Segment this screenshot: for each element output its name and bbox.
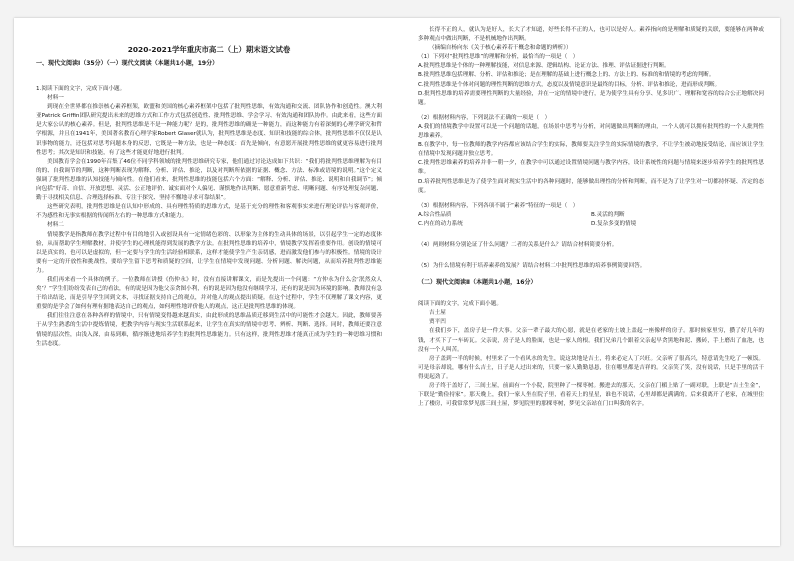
material2-paragraph: 我们再来看一个具体的例子。一位教师在讲授《伤仲永》时，没有直接讲解课文，而是先提出一个问题：“方仲永为什么会‘泯然众人矣’？”学生们纷纷发表自己的看法，有的说是因为他父亲贪图小利，有的说是因为他没有继续学习，还有的说是因为环境的影响。教师没有急于给出结论，而是引导学生回到文本，寻找证据支持自己的观点，并对他人的观点提出质疑。在这个过程中，学生不仅理解了课文内容，更重要的是学会了如何有理有据地表达自己的观点，如何理性地评价他人的观点，这正是批判性思维的体现。: [36, 276, 382, 311]
material1-label: 材料一: [47, 95, 64, 102]
question-1-option: D.批判性思维的培养需要理性判断的大量经验，并在一定的情境中进行，是为使学生具有分享、见多识广、理解和宽容的综合公正地解决问题。: [418, 90, 764, 106]
story-author: 贾平凹: [429, 319, 446, 326]
material-source: （摘编自杨向东《关于核心素养若干概念和命题的辨析》）: [429, 45, 572, 52]
question-5: （5）为什么情境有利于培养素养的发展？请结合材料二中批判性思维的培养事例简要回答。: [418, 263, 646, 270]
question-3-option: D.复杂多变的情境: [591, 220, 637, 227]
story-paragraph: 在我们乡下，盖房子是一件大事。父亲一辈子最大的心愿，就是在老家的土坡上盖起一座像样的房子。那时候家里穷，攒了好几年的钱，才买下了一车砖瓦。父亲说，房子是人的脸面，也是一家人的根。我们兄弟几个跟着父亲起早贪黑地和泥、搬砖，手上磨出了血泡，也没有一个人叫苦。: [418, 328, 764, 353]
question-2-option: A.我们的情境教学中设置可以是一个问题的话题，在场景中思考与分析，对问题做出判断的理由，一个人就可以拥有批判性的一个人批判性思维素养。: [418, 123, 764, 140]
right-column: [418, 26, 764, 526]
material2-label: 材料二: [47, 222, 64, 229]
question-1-option: C.批判性思维是个体对问题的理性判断的思维方式，态度以及情境意识是最终的目标，分析、评估和推论，进而形成判断。: [418, 81, 721, 88]
left-column: [36, 34, 382, 534]
question-2-option: C.批判性思维素养的培养并非一朝一夕，在教学中可以通过设置情境问题与教学内容，设计系统性的问题与情境来逐步培养学生的批判性思维。: [418, 160, 764, 176]
material2-continuation: 长得不正的人，就认为是好人，长大了才知道，好些长得不正的人，也可以是好人。素养指向的是理解和质疑的关联，要能够在两种或多种观点中做出判断，不是机械地作出判断。: [418, 27, 764, 43]
question-2-option: D.培养批判性思维是为了使学生面对现实生活中的各种问题时，能够做出理性的分析和判断，而不是为了让学生对一切都持怀疑、否定的态度。: [418, 178, 764, 194]
question-3-option: C.内在的动力系统: [418, 220, 463, 227]
question-3-option: B.灵活的判断: [591, 211, 625, 218]
material1-paragraph: 美国教育学会在1990年召集了46位不同学科领域的批判性思维研究专家，他们通过讨论达成如下共识：“我们将批判性思维理解为有目的的、自我调节的判断，这种判断表现为解释、分析、评估、推论，以及对判断所依据的证据、概念、方法、标准或语境的说明。”这个定义强调了批判性思维的认知技能与倾向性。在他们看来，批判性思维的技能包括六个方面：“解释、分析、评估、推论、说明和自我调节”；倾向包括“好奇、自信、开放思想、灵活、公正地评价、诚实面对个人偏见、谨慎地作出判断、愿意重新考虑、明晰问题、有序处理复杂问题、勤于寻找相关信息、合理选择标准、专注于探究、坚持不懈地寻求可靠结果”。: [36, 158, 382, 202]
question-1-option: A.批判性思维是个体的一种理解技能，对信息来源、逻辑结构、论证方法、推理、评估证据进行判断。: [418, 63, 670, 70]
question-1-stem: （1）下列对“批判性思维”的理解和分析，最恰当的一项是（ ）: [418, 54, 579, 61]
material1-paragraph: 到现在全世界都在推崇核心素养框架，欧盟和美国的核心素养框架中包括了批判性思维，有效沟通和交流、团队协作和创造性。澳大利亚Patrick Griffin团队研究提出未来的思维方式和工作方式包括创造性、批判性思维、学会学习、有效沟通和团队协作。由此来看，这些方面是大家公认的核心素养。但是，批判性思维是不是一种能力呢？是的，批判性思维的确是一种能力，而这种能力有着深刻的心理学研究和哲学根源，并且在1941年，美国著名教育心理学家Robert Glaser就认为，批判性思维是态度、知识和技能的综合体，批判性思维不仅仅是认识事物的能力，还包括对思考问题本身的反思，它既是一种方法，也是一种态度：首先是倾向，有意愿开展批判性思维的就更容易进行批判性思考；其次是知识和技能，有了这些才能更好地进行批判。: [36, 104, 382, 156]
question-3-stem: （3）根据材料内容，下列各项不属于“素养”特征的一项是（ ）: [418, 202, 579, 209]
question-2-stem: （2）根据材料内容，下列说法不正确的一项是（ ）: [418, 114, 551, 121]
section2-instruction: 阅读下面的文字，完成下面小题。: [418, 301, 502, 308]
material1-paragraph: 这些研究表明，批判性思维是在认知中形成的、具有理性特质的思维方式，是基于充分的理性和客观事实来进行理论评估与客观评价，不为感性和无事实根据的传闻所左右的一种思维方式和能力。: [36, 204, 382, 220]
question-3-option: A.综合性品质: [418, 211, 452, 218]
material2-paragraph: 情境教学是指教师在教学过程中有目的地引入或创设具有一定情绪色彩的、以形象为主体的生动具体的场景，以引起学生一定的态度体验，从而帮助学生理解教材，并使学生的心理机能得到发展的教学方法。在批判性思维的培养中，情境教学发挥着重要作用。创设的情境可以是真实的，也可以是虚拟的，但一定要与学生的生活经验相联系，这样才能使学生产生亲切感，进而激发他们参与的积极性。情境的设计要有一定的开放性和挑战性，要给学生留下思考和质疑的空间，让学生在情境中发现问题、分析问题、解决问题，从而培养批判性思维能力。: [36, 231, 382, 274]
section1-heading: 一、现代文阅读Ⅰ（35分）（一）现代文阅读（本题共1小题，19分）: [36, 60, 219, 67]
question-1-option: B.批判性思维包括理解、分析、评估和推论；是在理解的基础上进行概念上的、方法上的、标准的和情境的考虑的判断。: [418, 72, 715, 79]
story-title: 吉土屋: [429, 310, 446, 317]
story-paragraph: 房子终于盖好了，三间土屋，前面有一个小院，院里种了一棵枣树。搬进去的那天，父亲在门楣上贴了一副对联，上联是“吉土生金”，下联是“勤俭持家”。那天晚上，我们一家人坐在院子里，看着天上的星星，谁也不说话，心里却都是满满的。后来我离开了老家，在城里住上了楼房，可我常常梦见那三间土屋，梦见院里的那棵枣树，梦见父亲站在门口叫我的名字。: [418, 383, 764, 408]
question-2-option: B.在教学中，每一位教师的教学内容都应该结合学生的实际，教师要关注学生的实际情境的教学，不让学生被动地接受结论，而应该让学生在情境中发现问题并独立思考。: [418, 142, 764, 158]
question-3-options: [418, 211, 764, 229]
exam-page: [14, 18, 780, 546]
section2-heading: （二）现代文阅读Ⅱ（本题共1小题，16分）: [418, 279, 537, 287]
material2-paragraph: 我们往往注意在各种各样的情境中，只有情境变得越来越真实，由此形成的思维品质迁移到生活中的可能性才会越大。因此，教师要善于从学生熟悉的生活中提炼情境，把教学内容与现实生活联系起来，让学生在真实的情境中思考、辨析、判断、选择。同时，教师还要注意情境的层次性，由浅入深，由易到难，循序渐进地培养学生的批判性思维能力。只有这样，批判性思维才能真正成为学生的一种思维习惯和生活态度。: [36, 313, 382, 347]
question-4: （4）两则材料分别论证了什么问题？二者的关系是什么？请结合材料简要分析。: [418, 241, 618, 248]
story-paragraph: 房子盖到一半的时候，村里来了一个看风水的先生，说这块地是吉土，将来必定人丁兴旺。父亲听了很高兴，特意请先生吃了一顿饭。可是母亲却说，哪有什么吉土，日子是人过出来的，只要一家人勤勤恳恳，住在哪里都是吉祥的。父亲笑了笑，没有说话，只是手里的活干得更起劲了。: [418, 355, 764, 380]
read-instruction: 1.阅读下面的文字，完成下面小题。: [36, 86, 126, 92]
page-title: 2020-2021学年重庆市高二（上）期末语文试卷: [127, 45, 291, 54]
